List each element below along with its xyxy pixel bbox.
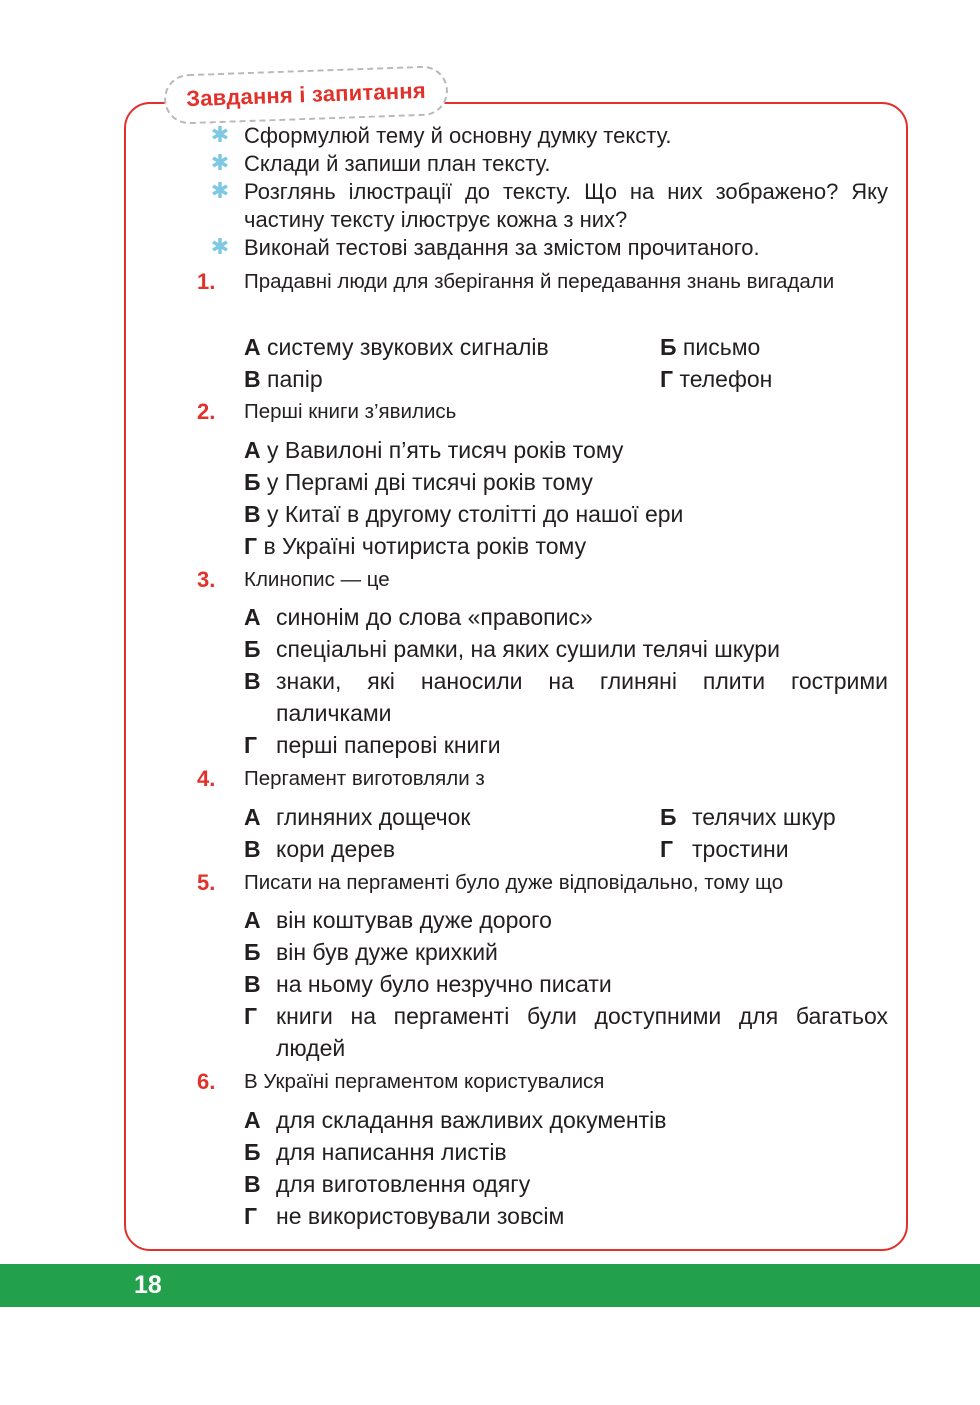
section-title-tag: [163, 65, 449, 125]
answer-option: Г в Україні чотириста років тому: [244, 533, 587, 559]
answer-option: В папір: [244, 366, 323, 392]
asterisk-bullet-icon: ✱: [210, 178, 230, 203]
answer-option: А для складання важливих документів: [244, 1107, 667, 1133]
question-text: Прадавні люди для зберігання й передавання знань вигадали: [244, 270, 835, 293]
answer-option: А у Вавилоні п’ять тисяч років тому: [244, 437, 624, 463]
answer-option: Г не використовували зовсім: [244, 1203, 565, 1229]
answer-option: Б для написання листів: [244, 1139, 507, 1165]
answer-option: Г перші паперові книги: [244, 732, 501, 758]
answer-option: В знаки, які наносили на глиняні плити гострими паличками: [244, 668, 888, 726]
intro-item: ✱ Сформулюй тему й основну думку тексту.: [210, 122, 672, 148]
intro-item: ✱ Розглянь ілюстрації до тексту. Що на них зображено? Яку частину тексту ілюструє кожна з них?: [210, 178, 888, 232]
answer-option: А глиняних дощечок: [244, 804, 471, 830]
question-number: 1.: [197, 269, 216, 294]
question-text: Перші книги з’явились: [244, 400, 457, 423]
asterisk-bullet-icon: ✱: [210, 234, 230, 259]
asterisk-bullet-icon: ✱: [210, 150, 230, 175]
question-number: 5.: [197, 870, 216, 895]
answer-option: Г телефон: [660, 366, 773, 392]
answer-option: В кори дерев: [244, 836, 396, 862]
answer-option: Б він був дуже крихкий: [244, 939, 498, 965]
answer-option: Б письмо: [660, 334, 761, 360]
page-number: 18: [134, 1271, 162, 1299]
intro-item: ✱ Виконай тестові завдання за змістом прочитаного.: [210, 234, 760, 260]
question-number: 4.: [197, 766, 216, 791]
question-number: 6.: [197, 1069, 216, 1094]
intro-item: ✱ Склади й запиши план тексту.: [210, 150, 551, 176]
question-number: 3.: [197, 567, 216, 592]
answer-option: В для виготовлення одягу: [244, 1171, 531, 1197]
answer-option: Г тростини: [660, 836, 789, 862]
asterisk-bullet-icon: ✱: [210, 122, 230, 147]
answer-option: В у Китаї в другому столітті до нашої ери: [244, 501, 684, 527]
answer-option: А синонім до слова «правопис»: [244, 604, 593, 630]
question-number: 2.: [197, 399, 216, 424]
answer-option: Б телячих шкур: [660, 804, 836, 830]
question-text: Пергамент виготовляли з: [244, 767, 485, 790]
answer-option: Б у Пергамі дві тисячі років тому: [244, 469, 593, 495]
answer-option: В на ньому було незручно писати: [244, 971, 612, 997]
question-text: В Україні пергаментом користувалися: [244, 1070, 605, 1093]
answer-option: Б спеціальні рамки, на яких сушили телячі шкури: [244, 636, 780, 662]
answer-option: Г книги на пергаменті були доступними для багатьох людей: [244, 1003, 888, 1061]
answer-option: А він коштував дуже дорого: [244, 907, 552, 933]
answer-option: А систему звукових сигналів: [244, 334, 549, 360]
question-text: Писати на пергаменті було дуже відповідально, тому що: [244, 871, 784, 894]
question-text: Клинопис — це: [244, 568, 390, 591]
section-title: Завдання і запитання: [185, 77, 427, 112]
